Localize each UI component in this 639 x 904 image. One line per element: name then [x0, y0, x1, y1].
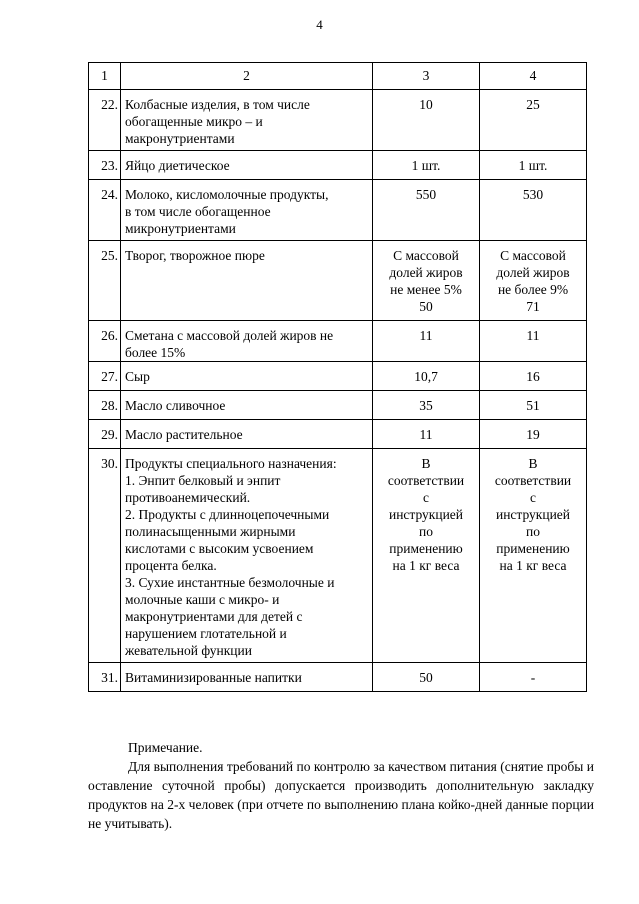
- product-name-line: обогащенные микро – и: [125, 114, 263, 129]
- norm-value-col4-line: инструкцией: [495, 507, 571, 522]
- product-name: [121, 241, 373, 321]
- norm-value-col3-line: С массовой: [393, 248, 459, 263]
- product-name: [121, 391, 373, 420]
- norm-value-col3-line: применению: [389, 541, 463, 556]
- norm-value-col4-line: по: [526, 524, 540, 539]
- product-name: [121, 362, 373, 391]
- product-name-line: Масло растительное: [125, 427, 243, 442]
- row-number: 31.: [89, 663, 121, 692]
- product-name: [121, 180, 373, 241]
- table-row: [89, 449, 587, 663]
- row-number: 22.: [89, 90, 121, 151]
- norm-value-col4-line: 71: [526, 299, 540, 314]
- table-row: [89, 151, 587, 180]
- norm-value-col3-line: 10: [419, 97, 433, 112]
- norm-value-col4-line: 51: [526, 398, 540, 413]
- norm-value-col3: [373, 241, 480, 321]
- norm-value-col4-line: 25: [526, 97, 540, 112]
- norm-value-col3: [373, 449, 480, 663]
- product-name-line: противоанемический.: [125, 490, 251, 505]
- norm-value-col3: [373, 420, 480, 449]
- table-row: [89, 391, 587, 420]
- norm-value-col4: [480, 241, 587, 321]
- norm-value-col3-line: В: [421, 456, 431, 471]
- norm-value-col3-line: не менее 5%: [390, 282, 462, 297]
- norm-value-col3-line: по: [419, 524, 433, 539]
- norm-value-col4-line: соответствии: [494, 473, 572, 488]
- product-name-line: Сметана с массовой долей жиров не: [125, 328, 334, 343]
- norm-value-col3: [373, 90, 480, 151]
- table-row: [89, 362, 587, 391]
- product-name-line: более 15%: [125, 345, 186, 360]
- header-cell-1: 1: [89, 63, 121, 90]
- norm-value-col3-line: 550: [415, 187, 437, 202]
- norm-value-col4-line: долей жиров: [496, 265, 570, 280]
- row-number: 27.: [89, 362, 121, 391]
- row-number: 26.: [89, 321, 121, 362]
- norm-value-col3: [373, 151, 480, 180]
- norm-value-col3-line: с: [423, 490, 429, 505]
- norm-value-col3-line: 1 шт.: [411, 158, 441, 173]
- norm-value-col4-line: 16: [526, 369, 540, 384]
- norm-value-col4-line: применению: [496, 541, 570, 556]
- product-name: [121, 321, 373, 362]
- product-name-line: микронутриентами: [125, 221, 236, 236]
- product-name-line: Масло сливочное: [125, 398, 226, 413]
- norm-value-col4-line: 19: [526, 427, 540, 442]
- norm-value-col3-line: инструкцией: [388, 507, 464, 522]
- norm-value-col4: [480, 90, 587, 151]
- norm-value-col3-line: соответствии: [387, 473, 465, 488]
- product-name-line: процента белка.: [125, 558, 217, 573]
- row-number: 28.: [89, 391, 121, 420]
- product-name-line: макронутриентами: [125, 131, 235, 146]
- norm-value-col3-line: 50: [419, 670, 433, 685]
- product-name-line: 3. Сухие инстантные безмолочные и: [125, 575, 335, 590]
- row-number: 30.: [89, 449, 121, 663]
- note-title: Примечание.: [128, 740, 203, 755]
- table-row: [89, 420, 587, 449]
- norm-value-col3-line: 11: [419, 427, 433, 442]
- table-row: [89, 90, 587, 151]
- row-number: 23.: [89, 151, 121, 180]
- product-name: [121, 151, 373, 180]
- product-name-line: макронутриентами для детей с: [125, 609, 303, 624]
- product-name-line: кислотами с высоким усвоением: [125, 541, 314, 556]
- norm-value-col4-line: 11: [526, 328, 540, 343]
- norm-value-col4: [480, 663, 587, 692]
- norm-value-col3-line: 10,7: [414, 369, 438, 384]
- product-name: [121, 90, 373, 151]
- product-name-line: молочные каши с микро- и: [125, 592, 280, 607]
- norm-value-col4-line: на 1 кг веса: [499, 558, 567, 573]
- product-name-line: полинасыщенными жирными: [125, 524, 296, 539]
- table-row: [89, 321, 587, 362]
- norm-value-col4-line: -: [530, 670, 536, 685]
- product-name-line: 2. Продукты с длинноцепочечными: [125, 507, 330, 522]
- product-name-line: Колбасные изделия, в том числе: [125, 97, 310, 112]
- product-name-line: нарушением глотательной и: [125, 626, 287, 641]
- norm-value-col3-line: долей жиров: [389, 265, 463, 280]
- row-number: 24.: [89, 180, 121, 241]
- norm-value-col4-line: с: [530, 490, 536, 505]
- table-header-row: [89, 63, 587, 90]
- product-name-line: Витаминизированные напитки: [125, 670, 302, 685]
- row-number: 29.: [89, 420, 121, 449]
- product-name: [121, 663, 373, 692]
- norm-value-col3: [373, 663, 480, 692]
- product-name-line: в том числе обогащенное: [125, 204, 271, 219]
- norm-value-col4-line: В: [528, 456, 538, 471]
- header-cell-2: 2: [121, 63, 373, 90]
- norm-value-col3: [373, 391, 480, 420]
- product-name-line: Сыр: [125, 369, 150, 384]
- norm-value-col4: [480, 180, 587, 241]
- norm-value-col3-line: на 1 кг веса: [392, 558, 460, 573]
- table-row: [89, 180, 587, 241]
- norm-value-col3: [373, 180, 480, 241]
- row-number: 25.: [89, 241, 121, 321]
- product-name-line: Продукты специального назначения:: [125, 456, 337, 471]
- product-name-line: Молоко, кисломолочные продукты,: [125, 187, 329, 202]
- norm-value-col4: [480, 420, 587, 449]
- product-name: [121, 420, 373, 449]
- norm-value-col3-line: 50: [419, 299, 433, 314]
- norm-value-col3: [373, 362, 480, 391]
- table-row: [89, 241, 587, 321]
- norm-value-col3-line: 35: [419, 398, 433, 413]
- product-name-line: жевательной функции: [125, 643, 252, 658]
- norm-value-col4-line: не более 9%: [497, 282, 569, 297]
- norm-value-col4: [480, 321, 587, 362]
- food-norms-table: [88, 62, 587, 692]
- product-name-line: 1. Энпит белковый и энпит: [125, 473, 281, 488]
- product-name: [121, 449, 373, 663]
- header-cell-3: 3: [373, 63, 480, 90]
- norm-value-col4-line: 1 шт.: [518, 158, 548, 173]
- page-number: 4: [316, 17, 323, 32]
- note-text: Для выполнения требований по контролю за качеством питания (снятие пробы и оставление суточной пробы) допускается производить дополнительную закладку продуктов на 2-х человек (при отчете по выполнению плана койко-дней данные порции не учитывать).: [88, 759, 594, 831]
- norm-value-col4: [480, 391, 587, 420]
- header-cell-4: 4: [480, 63, 587, 90]
- norm-value-col4: [480, 151, 587, 180]
- norm-value-col3-line: 11: [419, 328, 433, 343]
- norm-value-col4: [480, 449, 587, 663]
- norm-value-col4: [480, 362, 587, 391]
- product-name-line: Творог, творожное пюре: [125, 248, 265, 263]
- product-name-line: Яйцо диетическое: [125, 158, 230, 173]
- norm-value-col3: [373, 321, 480, 362]
- norm-value-col4-line: 530: [522, 187, 544, 202]
- table-row: [89, 663, 587, 692]
- norm-value-col4-line: С массовой: [500, 248, 566, 263]
